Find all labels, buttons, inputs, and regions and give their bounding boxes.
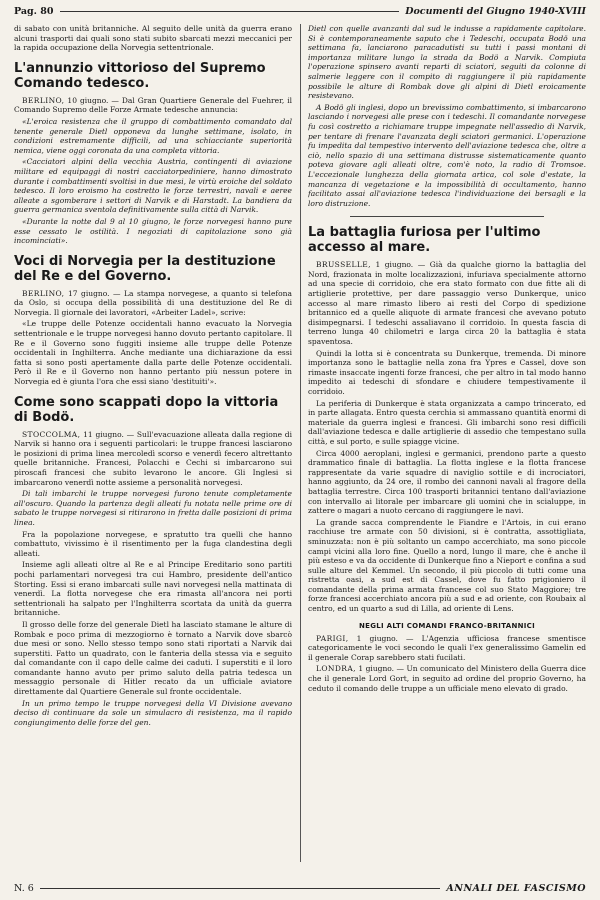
columns (14, 24, 586, 862)
article-paragraph: «Cacciatori alpini della vecchia Austria, contingenti di aviazione militare ed equipaggi di nostri cacciatorpediniere, hanno dimostrato durante i combattimenti svoltisi in due mesi, le virtù eroiche del soldato tedesco. Il loro eroismo ha costretto le forze terrestri, navali e aeree alleate a sgomberare i settori di Narvik e di Harstadt. La bandiera da guerra germanica sventola definitivamente sulla città di Narvik. (14, 157, 292, 215)
dateline-place: BERLINO, (22, 288, 65, 298)
dateline-text: 11 giugno. — Sull'evacuazione alleata dalla regione di Narvik si hanno ora i seguenti particolari: le truppe francesi lasciarono le posizioni di prima linea mercoledì scorso e venerdì fecero altrettanto quelle britanniche. Francesi, Polacchi e Cechi si imbarcarono sui piroscafi francesi che subito levarono le ancore. Gli Inglesi si imbarcarono venerdì notte assieme a personalità norvegesi. (14, 429, 292, 487)
subsection-title: NEGLI ALTI COMANDI FRANCO-BRITANNICI (358, 621, 536, 630)
article-paragraph: La periferia di Dunkerque è stata organizzata a campo trincerato, ed in parte allagata. Entro questa cerchia si ammassano quantità enormi di materiale da guerra inglesi e francesi. Gli imbarchi sono resi difficili dall'aviazione tedesca e dalle artiglierie di assedio che tempestano sulla città, e sul porto, e sulle spiagge vicine. (308, 398, 586, 446)
header-rule (60, 11, 400, 12)
page-footer (14, 883, 586, 894)
dateline-text: 17 giugno. — La stampa norvegese, a quanto si telefona da Oslo, si occupa della possibilità di una destituzione del Re di Norvegia. Il giornale dei lavoratori, «Arbeiter Ladel», scrive: (14, 288, 292, 317)
article-paragraph: «Le truppe delle Potenze occidentali hanno evacuato la Norvegia settentrionale e le truppe norvegesi hanno dovuto pertanto capitolare. Il Re e il Governo sono fuggiti insieme alle truppe delle Potenze occidentali in Inghilterra. Anche mediante una dichiarazione da essi fatta si sono posti apertamente dalla parte delle Potenze occidentali. Però il Re e il Governo non hanno pertanto più nessun potere in Norvegia ed è giunta l'ora che essi siano 'destituiti'». (14, 319, 292, 387)
article-title-supremo-comando: L'annunzio vittorioso del Supremo Comando tedesco. (14, 60, 266, 91)
article-paragraph: Di tali imbarchi le truppe norvegesi furono tenute completamente all'oscuro. Quando la partenza degli alleati fu notata nelle prime ore di sabato le truppe norvegesi si ritirarono in fretta dalle posizioni di prima linea. (14, 489, 292, 527)
dateline-text: 1 giugno. — L'Agenzia ufficiosa francese smentisce categoricamente le voci secondo le quali l'ex generalissimo Gamelin ed il generale Corap sarebbero stati fucilati. (308, 633, 586, 662)
article-paragraph: «L'eroica resistenza che il gruppo di combattimento comandato dal tenente generale Dietl opponeva da lunghe settimane, isolato, in condizioni estremamente difficili, ad una schiacciante superiorità nemica, viene oggi coronata da una completa vittoria. (14, 116, 292, 155)
article-paragraph: «Durante la notte dal 9 al 10 giugno, le forze norvegesi hanno pure esse cessato le ostilità. I negoziati di capitolazione sono già incominciati». (14, 216, 292, 246)
left-intro: di sabato con unità britanniche. Al seguito delle unità da guerra erano alcuni trasporti dai quali sono stati subito sbarcati mezzi meccanici per la rapida occupazione della Norvegia settentrionale. (14, 24, 292, 53)
article-paragraph (14, 289, 292, 318)
article-title-scappati-bodo: Come sono scappati dopo la vittoria di Bodö. (14, 394, 279, 425)
article-paragraph: Quindi la lotta si è concentrata su Dunkerque, tremenda. Di minore importanza sono le battaglie nella zona fra Ypres e Cassel, dove son rimaste insaccate ingenti forze francesi, che per altro in tal modo hanno impedito ai tedeschi di sfondare e chiudere tempestivamente il corridoio. (308, 348, 586, 396)
article-title-voci-di-norvegia: Voci di Norvegia per la destituzione del Re e del Governo. (14, 253, 276, 284)
article-paragraph: In un primo tempo le truppe norvegesi della VI Divisione avevano deciso di continuare da sole un simulacro di resistenza, ma il rapido congiungimento delle forze del gen. (14, 698, 292, 727)
page-number: Pag. 80 (14, 5, 54, 17)
left-column (14, 24, 292, 862)
dateline-place: STOCCOLMA, (22, 429, 81, 439)
dateline-place: BRUSSELLE, (316, 260, 371, 270)
dateline-place: BERLINO, (22, 95, 65, 105)
dateline-text: 10 giugno. — Dal Gran Quartiere Generale del Fuehrer, il Comando Supremo delle Forze Armate tedesche annuncia: (14, 95, 292, 115)
article-paragraph (308, 634, 586, 663)
dateline-place: PARIGI, (316, 633, 349, 643)
article-paragraph: Insieme agli alleati oltre al Re e al Principe Ereditario sono partiti pochi parlamentari norvegesi tra cui Hambro, presidente dell'antico Storting. Essi si erano imbarcati sulle navi norvegesi nella mattinata di venerdì. La flotta norvegese che era rimasta all'ancora nei porti settentrionali ha salpato per l'Inghilterra scortata da unità da guerra britanniche. (14, 560, 292, 618)
dateline-place: LONDRA, (316, 664, 356, 674)
article-paragraph (308, 664, 586, 693)
running-title: Documenti del Giugno 1940-XVIII (405, 5, 586, 17)
article-paragraph: Fra la popolazione norvegese, e spratutto tra quelli che hanno combattuto, vivissimo è il risentimento per la fuga clandestina degli alleati. (14, 529, 292, 558)
section-separator (350, 216, 545, 217)
publication-name: ANNALI DEL FASCISMO (446, 883, 586, 894)
footer-rule (40, 888, 441, 889)
article-paragraph (308, 260, 586, 346)
article-paragraph: Il grosso delle forze del generale Dietl ha lasciato stamane le alture di Rombak e poco prima di mezzogiorno è tornato a Narvik dove sbarcò due mesi or sono. Nello stesso tempo sono stati riportati a Narvik dai superstiti. Fatto un quadrato, con le fanteria della stessa via e seguito dal comandante con il capo delle calme dei caduti. I superstiti e il loro comandante hanno avuto per primo saluto della patria tedesca un messaggio personale di Hitler recato da un ufficiale aviatore direttamente dal Quartiere Generale sul fronte occidentale. (14, 619, 292, 697)
right-column (308, 24, 586, 862)
column-divider (300, 24, 301, 862)
page-header (14, 4, 586, 18)
article-title-battaglia-furiosa: La battaglia furiosa per l'ultimo accesso al mare. (308, 225, 541, 256)
right-intro-2: A Bodö gli inglesi, dopo un brevissimo combattimento, si imbarcarono lasciando i norvegesi alle prese con i tedeschi. Il comandante norvegese fu così costretto a richiamare truppe impegnate nell'assedio di Narvik, per tentare di frenare l'avanzata degli sciatori germanici. L'operazione fu impedita dal tempestivo intervento dell'aviazione tedesca che, oltre a ciò, nello spazio di una settimana distrusse sistematicamente quanto poteva giovare agli alleati oltre, com'è noto, la radio di Tromsoe. L'eccezionale lunghezza della giornata artica, col sole d'estate, la mancanza di vegetazione e la impossibilità di occultamento, hanno facilitato assai all'aviazione tedesca l'individuazione dei bersagli e la loro distruzione. (308, 102, 586, 208)
dateline-text: 1 giugno. — Già da qualche giorno la battaglia del Nord, frazionata in molte localizzazioni, infuriava specialmente attorno ad una specie di corridoio, che era stato formato con due fitte ali di artiglierie protettive, per dare passaggio verso Dunkerque, unico accesso al mare rimasto libero ai resti del Corpo di spedizione britannico ed a quelle aliquote di armate francesi che avevano potuto disimpegnarsi. I tedeschi assaliavano il corridoio. In questa fascia di terreno lunga 40 chilometri e larga circa 20 la battaglia è stata spaventosa. (308, 260, 586, 347)
right-intro: Dietl con quelle avanzanti dal sud le indusse a rapidamente capitolare. Si è contemporaneamente saputo che i Tedeschi, occupata Bodö una settimana fa, lanciarono paracadutisti su tutti i passi montani di importanza militare lungo la strada da Bodö a Narvik. Compiuta l'operazione spinsero avanti reparti di sciatori, seguiti da colonne di salmerie leggere con il compito di raggiungere il più rapidamente possibile le alture di Rombak dove gli alpini di Dietl eroicamente resistevano. (308, 24, 586, 101)
article-paragraph: La grande sacca comprendente le Fiandre e l'Artois, in cui erano racchiuse tre armate con 50 divisioni, si è contratta, assottigliata, sminuzzata: non è più soltanto un campo accerchiato, ma sono piccole campi vicini alla loro fine. Quello a nord, lungo il mare, che è anche il più esteso e va da occidente di Dunkerque fino a Nieport e confina a sud sulle alture del Kemmel. Un secondo, il più piccolo di tutti come una ristretta oasi, a sud est di Cassel, dove fu fatto prigioniero il comandante della prima armata francese col suo Stato Maggiore; tre forze francesi accerchiato ancora più a sud e ad oriente, con Roubaix al centro, ed un quarto a sud di Lilla, ad oriente di Lens. (308, 517, 586, 614)
article-paragraph: Circa 4000 aeroplani, inglesi e germanici, prendono parte a questo drammatico finale di battaglia. La flotta inglese e la flotta francese rappresentate da varie squadre di naviglio sottile e di incrociatori, hanno aggiunto, da 24 ore, il rombo dei cannoni navali al fragore della battaglia terrestre. Circa 100 trasporti britannici tentano dall'aviazione con intervallo ai litorale per imbarcare gli uomini che in scialuppe, in zattere o magari a nuoto cercano di raggiungere le navi. (308, 448, 586, 516)
dateline-text: 1 giugno. — Un comunicato del Ministero della Guerra dice che il generale Lord Gort, in seguito ad ordine del proprio Governo, ha ceduto il comando delle truppe a un ufficiale meno elevato di grado. (308, 664, 586, 693)
article-paragraph (14, 430, 292, 488)
issue-number: N. 6 (14, 883, 34, 894)
article-paragraph (14, 96, 292, 115)
